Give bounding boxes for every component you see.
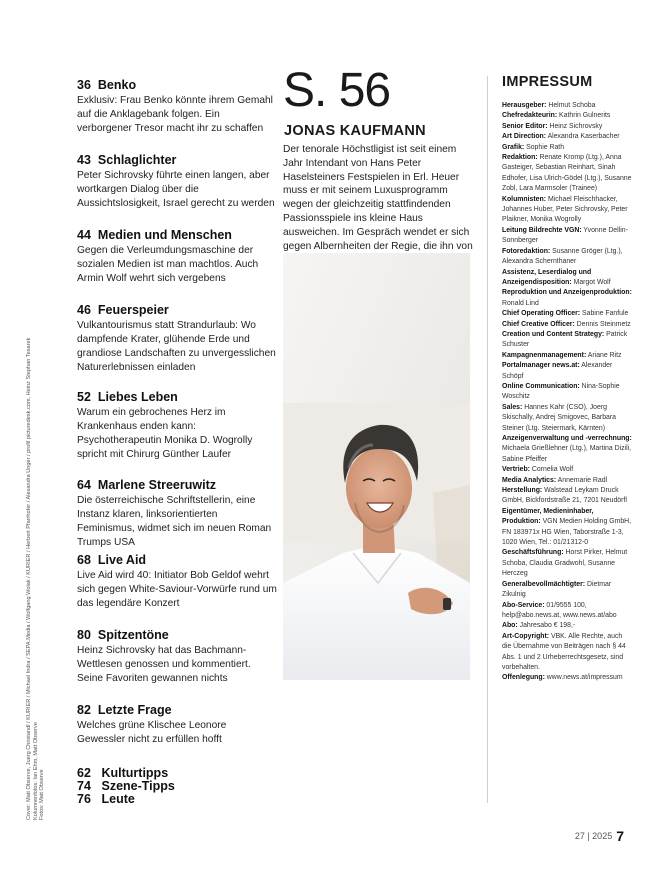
impressum-value: Susanne Gröger (Ltg.), Alexandra Schernthaner — [502, 247, 623, 266]
issue-label: 27 | 2025 — [574, 830, 613, 841]
toc-title: Live Aid — [97, 553, 147, 567]
column-divider — [487, 76, 488, 803]
toc-entry-heading — [77, 478, 277, 493]
impressum-value: Horst Pirker, Helmut Schoba, Claudia Gradwohl, Susanne Herczeg — [502, 549, 628, 578]
impressum-row — [502, 330, 632, 351]
impressum-label: Online Communication: — [502, 382, 580, 390]
impressum-row — [502, 111, 632, 121]
impressum-label: Abo: — [502, 622, 518, 630]
impressum-row — [502, 132, 632, 142]
impressum-value: Alexander Schöpf — [502, 362, 613, 380]
impressum-row — [502, 309, 632, 319]
impressum-value: Michaela Grießlehner (Ltg.), Martina Dizili, Sabine Pfeiffer — [502, 445, 632, 463]
toc-page-number: 36 — [77, 78, 91, 92]
toc-page-number: 64 — [77, 478, 91, 492]
impressum-value: Kathrin Gulnerits — [557, 112, 611, 120]
toc-teaser: Welches grüne Klischee Leonore Gewessler nicht zu erfüllen hofft — [77, 720, 227, 745]
impressum-label: Creation und Content Strategy: — [502, 330, 605, 338]
impressum-label: Herstellung: — [502, 487, 543, 495]
toc-entry[interactable] — [77, 553, 277, 611]
impressum-row — [502, 486, 632, 507]
impressum-row — [502, 507, 632, 549]
impressum-label: Generalbevollmächtigter: — [502, 580, 586, 588]
impressum-label: Reproduktion und Anzeigenproduktion: — [502, 289, 632, 297]
portrait-illustration — [283, 253, 470, 680]
impressum-row — [502, 195, 632, 226]
impressum-value: Patrick Schuster — [502, 330, 628, 349]
impressum-value: Alexandra Kaserbacher — [546, 133, 620, 141]
impressum-label: Abo-Service: — [502, 601, 545, 609]
impressum-row — [502, 101, 632, 111]
toc-page-number: 76 — [77, 791, 91, 806]
impressum-value: www.news.at/impressum — [544, 674, 623, 682]
toc-teaser: Die österreichische Schriftstellerin, eine Instanz klaren, linksorientierten Feminismus, widmet sich im neuen Roman Trumps USA — [77, 495, 272, 548]
impressum-row — [502, 548, 632, 579]
toc-page-number: 74 — [77, 778, 91, 793]
impressum-title: IMPRESSUM — [502, 74, 593, 90]
impressum-value: Sophie Rath — [524, 143, 565, 151]
impressum-value: 01/9555 100, help@abo.news.at, www.news.at/abo — [502, 601, 617, 619]
impressum-row — [502, 434, 632, 465]
toc-page-number: 43 — [77, 153, 91, 167]
toc-title: Leute — [101, 791, 135, 806]
toc-title: Marlene Streeruwitz — [97, 478, 216, 492]
toc-entry[interactable] — [77, 703, 277, 747]
toc-entry-heading — [77, 228, 277, 243]
impressum-value: Dietmar Zikulnig — [502, 580, 612, 599]
impressum-row — [502, 382, 632, 403]
toc-teaser: Vulkantourismus statt Strandurlaub: Wo dampfende Krater, glühende Erde und grandiose Landschaften zu unvergesslichen Naturerlebnissen einladen — [77, 320, 276, 373]
impressum-label: Herausgeber: — [502, 102, 547, 109]
impressum-label: Geschäftsführung: — [502, 549, 564, 557]
impressum-value: Yvonne Dellin-Sonnberger — [502, 226, 628, 245]
toc-short-list — [77, 767, 175, 805]
impressum-value: Michael Fleischhacker, Johannes Huber, Peter Sichrovsky, Peter Plaikner, Monika Wogrolly — [502, 195, 628, 224]
toc-teaser: Heinz Sichrovsky hat das Bachmann-Wettlesen genossen und kommentiert. Seine Favoriten gewannen nichts — [77, 645, 251, 684]
impressum-row — [502, 153, 632, 195]
impressum-value: VGN Medien Holding GmbH, FN 183971x HG Wien, Taborstraße 1-3, 1020 Wien, Tel.: 01/21312-0 — [502, 518, 632, 547]
toc-teaser: Exklusiv: Frau Benko könnte ihrem Gemahl auf die Anklagebank folgen. Ein verborgener Tresor macht ihr zu schaffen — [77, 95, 273, 134]
impressum-row — [502, 403, 632, 434]
impressum-value: Sabine Fanfule — [580, 310, 629, 318]
toc-page-number: 62 — [77, 766, 91, 780]
feature-title: JONAS KAUFMANN — [284, 123, 426, 139]
impressum-list — [502, 101, 632, 684]
impressum-value: Walstead Leykam Druck GmbH, Bickfordstraße 21, 7201 Neudörfl — [502, 487, 627, 505]
toc-title: Feuerspeier — [97, 303, 169, 317]
impressum-value: Nina-Sophie Woschitz — [502, 382, 620, 401]
credit-line: Cover: Matt Observe, Juerg Christandl / KURIER / Michael Indra / SEPA.Media / Wolfgang Wolak / KURIER / Herbert Pfarrhofer / Alexandra Unger / profil picturedesk.com, Heinz Stephan Tesarek — [26, 337, 32, 820]
toc-title: Liebes Leben — [97, 390, 178, 404]
toc-teaser: Live Aid wird 40: Initiator Bob Geldof wehrt sich gegen White-Saviour-Vorwürfe rund um das legendäre Konzert — [77, 570, 277, 609]
toc-page-number: 44 — [77, 228, 91, 242]
impressum-row — [502, 632, 632, 674]
impressum-row — [502, 673, 632, 683]
feature-teaser: Der tenorale Höchstligist ist seit einem Jahr Intendant von Hans Peter Haselsteiners Festspielen in Erl. Heuer muss er mit seinem Luxusprogramm wegen der gleichzeitig stattfindenden Passionsspiele ins kleine Haus ausweichen. Im Gespräch wendet er sich gegen Albernheiten der Regie, die ihn von — [283, 144, 473, 252]
toc-entry[interactable] — [77, 153, 277, 211]
impressum-row — [502, 465, 632, 475]
impressum-row — [502, 247, 632, 268]
toc-title: Letzte Frage — [97, 703, 172, 717]
toc-entry-heading — [77, 390, 277, 405]
feature-page-reference[interactable]: S. 56 — [283, 64, 391, 117]
impressum-label: Art-Copyright: — [502, 632, 550, 640]
impressum-value: Heinz Sichrovsky — [547, 122, 603, 130]
impressum-row — [502, 143, 632, 153]
impressum-label: Leitung Bildrechte VGN: — [502, 226, 582, 234]
impressum-label: Chief Operating Officer: — [502, 310, 581, 318]
impressum-label: Grafik: — [502, 143, 525, 151]
toc-title: Kulturtipps — [101, 766, 169, 780]
toc-title: Szene-Tipps — [101, 778, 175, 793]
credit-line: Kolumnenfotos: Ian Ehm, Matt Observe — [32, 722, 39, 820]
credit-line: Fotos: Matt Observe — [39, 769, 46, 820]
impressum-value: Dennis Steinmetz — [574, 320, 631, 328]
impressum-row — [502, 288, 632, 309]
impressum-label: Fotoredaktion: — [502, 247, 551, 255]
impressum-value: Annemarie Radl — [556, 476, 608, 484]
impressum-value: Renate Kromp (Ltg.), Anna Gasteiger, Sebastian Reinhart, Sinah Edhofer, Lisa Ulrich-Gödel (Ltg.), Susanne Zobl, Lara Marmsoler (Trainee) — [502, 154, 632, 193]
toc-entry[interactable] — [77, 478, 277, 550]
impressum-row — [502, 351, 632, 361]
impressum-label: Chefredakteurin: — [502, 112, 558, 120]
impressum-row — [502, 476, 632, 486]
impressum-value: Cornelia Wolf — [529, 466, 574, 474]
toc-entry-heading — [77, 153, 277, 168]
impressum-label: Anzeigenverwaltung und -verrechnung: — [502, 435, 632, 442]
impressum-value: Hannes Kahr (CSO), Joerg Skischally, Andrej Smigovec, Barbara Steiner (Ltg. Steiermark, Kärnten) — [502, 403, 617, 432]
toc-entry-heading — [77, 553, 277, 568]
impressum-row — [502, 122, 632, 132]
toc-short-entry[interactable] — [77, 793, 175, 806]
impressum-row — [502, 320, 632, 330]
toc-entry-heading — [77, 628, 277, 643]
impressum-label: Senior Editor: — [502, 122, 548, 130]
impressum-row — [502, 580, 632, 601]
impressum-label: Kolumnisten: — [502, 195, 547, 203]
toc-title: Schlaglichter — [97, 153, 177, 167]
page-footer — [575, 827, 624, 845]
toc-entry-heading — [77, 303, 277, 318]
toc-page-number: 46 — [77, 303, 91, 317]
impressum-label: Kampagnenmanagement: — [502, 351, 587, 359]
impressum-row — [502, 226, 632, 247]
toc-teaser: Peter Sichrovsky führte einen langen, aber wortkargen Dialog über die Aussichtslosigkeit, Israel gerecht zu werden — [77, 170, 275, 209]
impressum-row — [502, 621, 632, 631]
impressum-row — [502, 361, 632, 382]
impressum-value: Helmut Schoba — [546, 102, 596, 109]
toc-entry[interactable] — [77, 78, 277, 136]
impressum-value: Margot Wolf — [571, 278, 611, 286]
page-number: 7 — [616, 827, 624, 844]
impressum-label: Portalmanager news.at: — [502, 362, 580, 370]
impressum-label: Art Direction: — [502, 133, 547, 141]
impressum-label: Media Analytics: — [502, 476, 557, 484]
toc-page-number: 68 — [77, 553, 91, 567]
toc-entry[interactable] — [77, 228, 277, 286]
impressum-label: Assistenz, Leserdialog und Anzeigendisposition: — [502, 268, 592, 286]
impressum-label: Eigentümer, Medieninhaber, Produktion: — [502, 507, 594, 526]
impressum-label: Redaktion: — [502, 154, 538, 162]
toc-entry-heading — [77, 78, 277, 93]
toc-title: Medien und Menschen — [97, 228, 232, 242]
toc-entry-heading — [77, 703, 277, 718]
photo-credits — [26, 260, 46, 820]
toc-entry[interactable] — [77, 628, 277, 686]
impressum-value: Jahresabo € 198,- — [517, 622, 576, 630]
impressum-value: Ariane Ritz — [586, 351, 622, 359]
impressum-value: Ronald Lind — [502, 299, 539, 307]
toc-page-number: 80 — [77, 628, 91, 642]
toc-title: Benko — [97, 78, 137, 92]
toc-entry[interactable] — [77, 390, 277, 462]
toc-teaser: Warum ein gebrochenes Herz im Krankenhaus enden kann: Psychotherapeutin Monika D. Wogrolly spricht mit Chirurg Günther Laufer — [77, 407, 253, 460]
impressum-row — [502, 268, 632, 289]
feature-photo — [283, 253, 470, 680]
impressum-row — [502, 601, 632, 622]
toc-teaser: Gegen die Verleumdungsmaschine der sozialen Medien ist man machtlos. Auch Armin Wolf wehrt sich vergebens — [77, 245, 259, 284]
impressum-label: Sales: — [502, 403, 523, 411]
impressum-value: VBK. Alle Rechte, auch die Übernahme von Beiträgen nach § 44 Abs. 1 und 2 Urheberrechtsgesetz, sind vorbehalten. — [502, 632, 626, 671]
toc-entry[interactable] — [77, 303, 277, 375]
toc-page-number: 52 — [77, 390, 91, 404]
impressum-label: Offenlegung: — [502, 674, 545, 682]
impressum-label: Vertrieb: — [502, 466, 530, 474]
impressum-label: Chief Creative Officer: — [502, 320, 575, 328]
toc-page-number: 82 — [77, 703, 91, 717]
toc-title: Spitzentöne — [97, 628, 169, 642]
